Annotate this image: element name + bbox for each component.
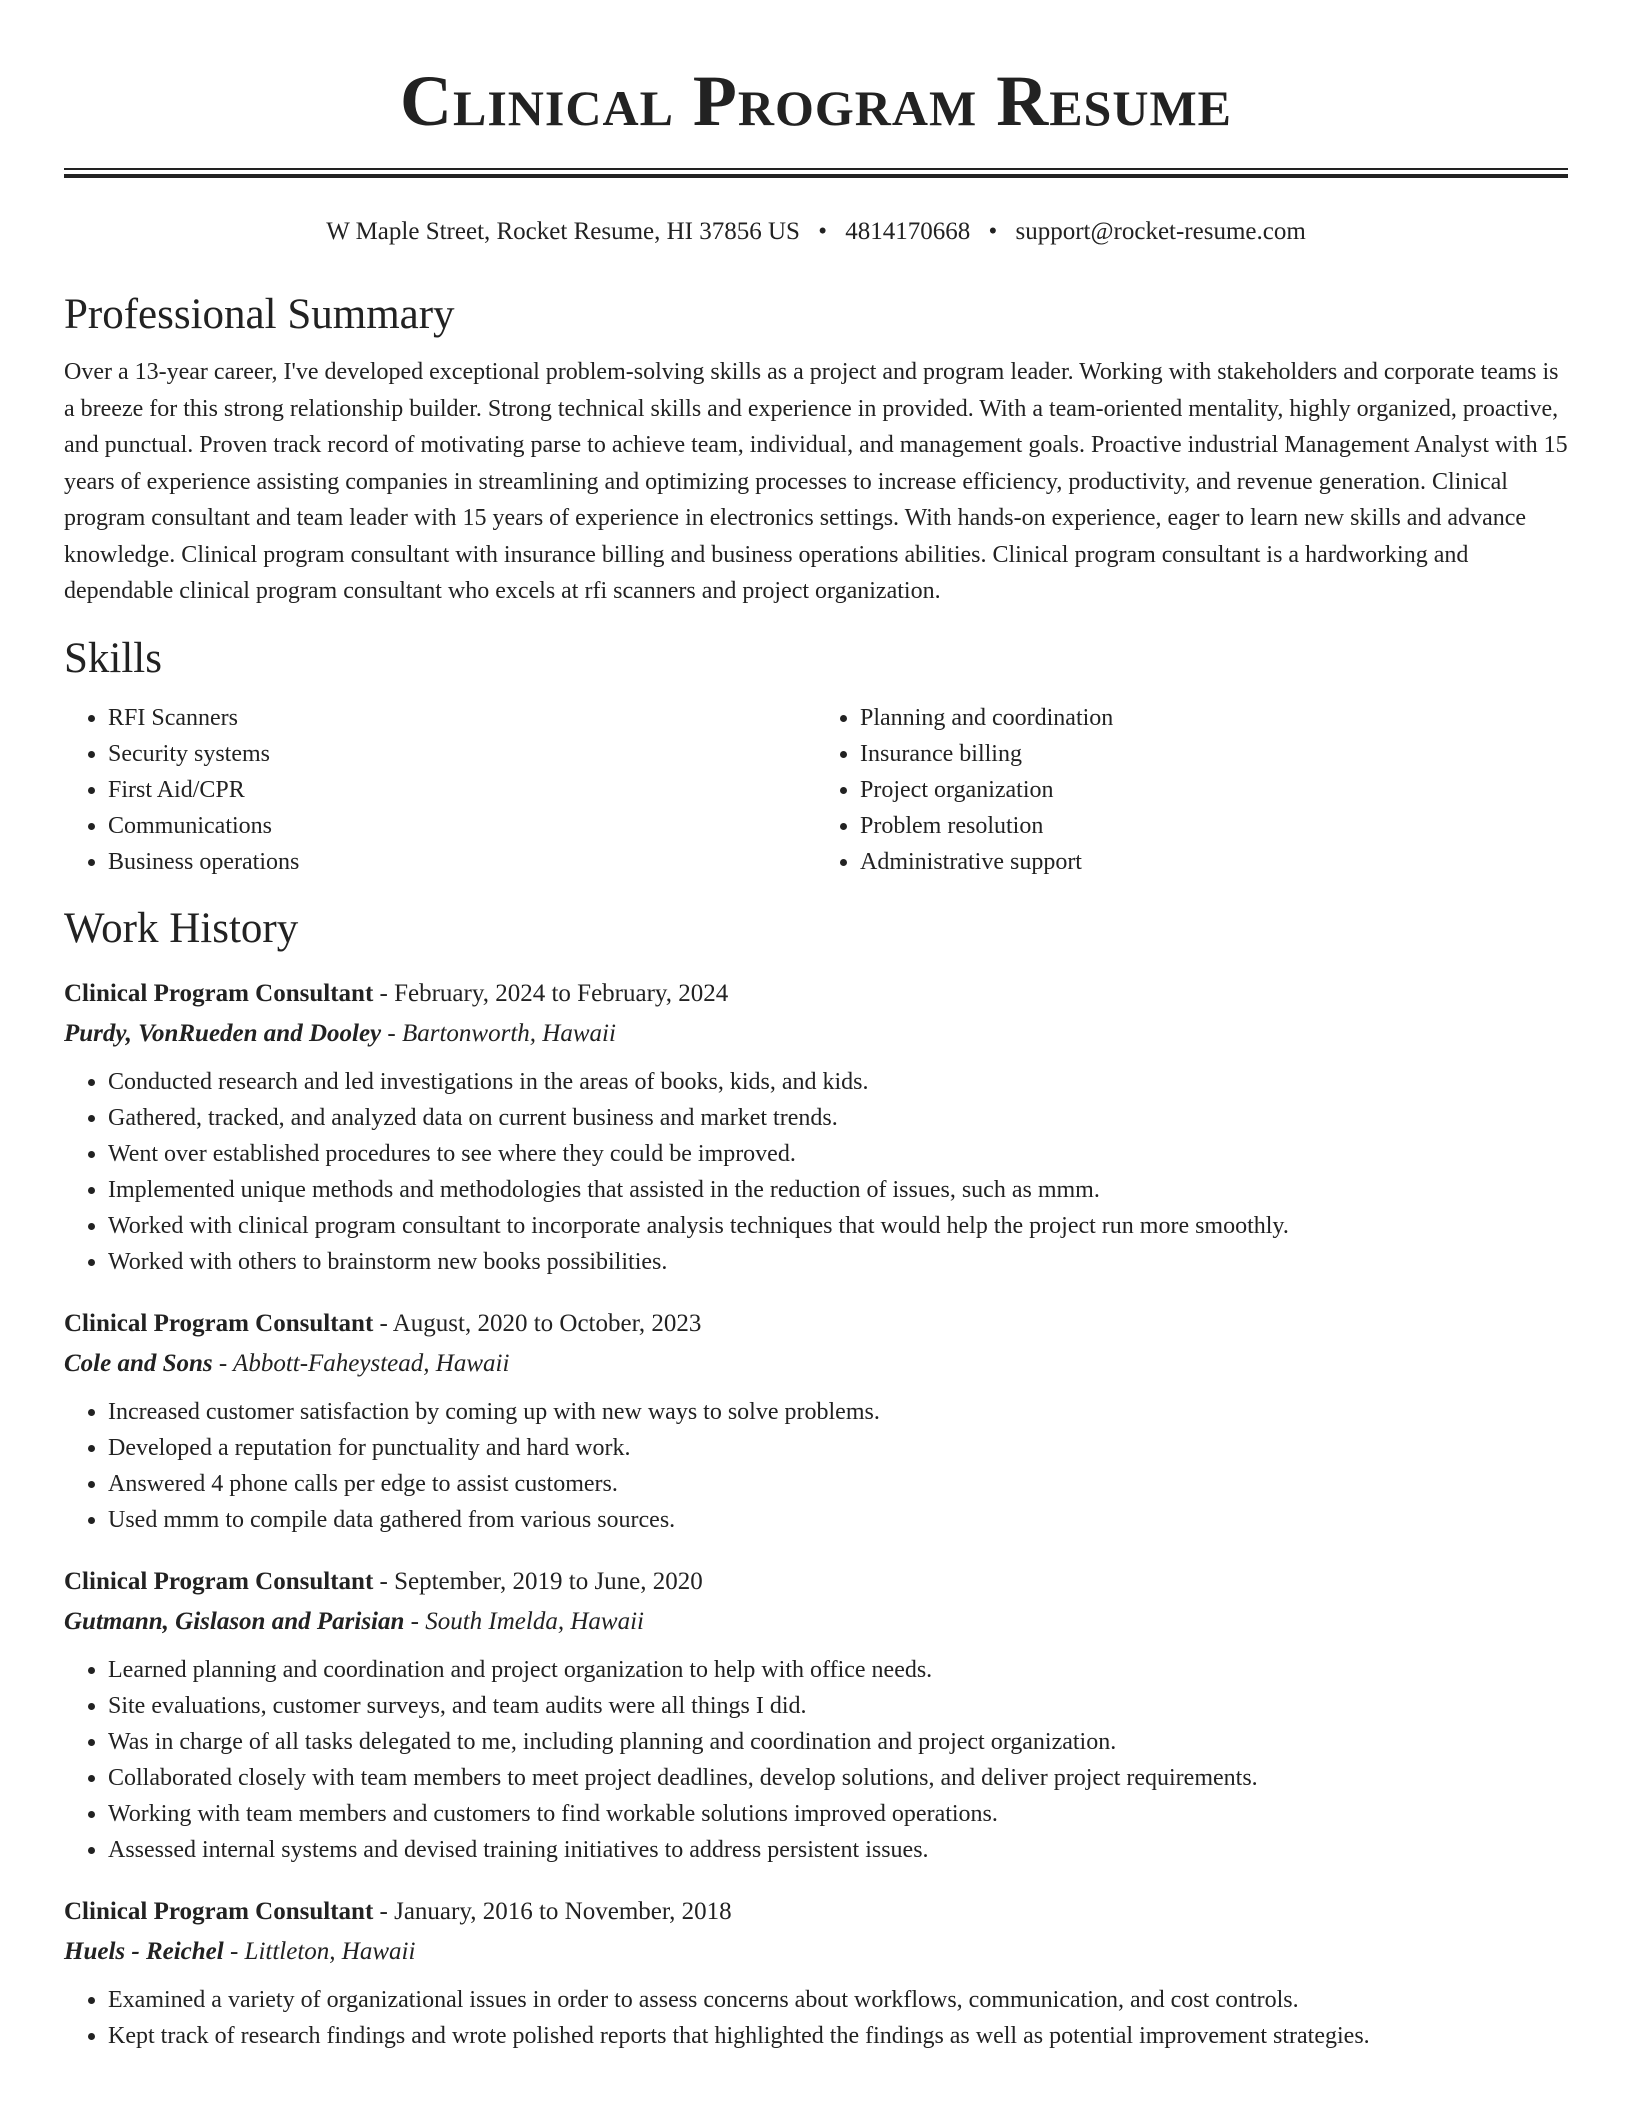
skill-item: • Business operations [108,844,816,880]
job-header: Clinical Program Consultant - August, 2020 to October, 2023 [64,1309,702,1337]
job-bullets [64,1652,1568,1868]
job-header: Clinical Program Consultant - January, 2016 to November, 2018 [64,1897,732,1925]
job-bullet: • Developed a reputation for punctuality and hard work. [108,1430,1568,1466]
job-bullet: • Worked with clinical program consultant to incorporate analysis techniques that would help the project run more smoothly. [108,1208,1568,1244]
contact-email: support@rocket-resume.com [1015,218,1306,245]
job-title: Clinical Program Consultant [64,1567,374,1595]
job-bullet: • Used mmm to compile data gathered from various sources. [108,1502,1568,1538]
job-title: Clinical Program Consultant [64,979,374,1007]
job-bullet: • Collaborated closely with team members to meet project deadlines, develop solutions, and deliver project requirements. [108,1760,1568,1796]
resume-title: Clinical Program Resume [399,61,1233,141]
job-bullet: • Site evaluations, customer surveys, and team audits were all things I did. [108,1688,1568,1724]
job-bullet: • Implemented unique methods and methodologies that assisted in the reduction of issues, such as mmm. [108,1172,1568,1208]
job-bullet: • Increased customer satisfaction by coming up with new ways to solve problems. [108,1394,1568,1430]
job-company: Purdy, VonRueden and Dooley [64,1019,382,1047]
job-company-line: Huels - Reichel - Littleton, Hawaii [64,1937,416,1965]
skill-item: • RFI Scanners [108,700,816,736]
resume-content [64,288,1568,2054]
skill-item: • Communications [108,808,816,844]
job-bullet: • Examined a variety of organizational issues in order to assess concerns about workflows, communication, and cost controls. [108,1982,1568,2018]
skills-columns [64,700,1568,880]
job-location: Littleton, Hawaii [244,1937,416,1965]
job-company: Gutmann, Gislason and Parisian [64,1607,405,1635]
job-company: Cole and Sons [64,1349,213,1377]
summary-text: Over a 13-year career, I've developed exceptional problem-solving skills as a project and program leader. Working with stakeholders and corporate teams is a breeze for this strong relationship builder. Strong technical skills and experience in provided. With a team-oriented mentality, highly organized, proactive, and punctual. Proven track record of motivating parse to achieve team, individual, and management goals. Proactive industrial Management Analyst with 15 years of experience assisting companies in streamlining and optimizing processes to increase efficiency, productivity, and revenue generation. Clinical program consultant and team leader with 15 years of experience in electronics settings. With hands-on experience, eager to learn new skills and advance knowledge. Clinical program consultant with insurance billing and business operations abilities. Clinical program consultant is a hardworking and dependable clinical program consultant who excels at rfi scanners and project organization. [64,359,1568,604]
skill-item: • First Aid/CPR [108,772,816,808]
contact-separator: • [818,218,827,245]
job-bullet: • Kept track of research findings and wrote polished reports that highlighted the findings as well as potential improvement strategies. [108,2018,1568,2054]
job-dates: September, 2019 to June, 2020 [394,1567,703,1595]
contact-line [0,212,1632,252]
job-bullet: • Assessed internal systems and devised training initiatives to address persistent issues. [108,1832,1568,1868]
job-bullet: • Learned planning and coordination and project organization to help with office needs. [108,1652,1568,1688]
skill-item: • Problem resolution [860,808,1568,844]
contact-address: W Maple Street, Rocket Resume, HI 37856 US [326,218,800,245]
skill-item: • Security systems [108,736,816,772]
job-title: Clinical Program Consultant [64,1309,374,1337]
job-bullet: • Worked with others to brainstorm new books possibilities. [108,1244,1568,1280]
job-bullet: • Went over established procedures to see where they could be improved. [108,1136,1568,1172]
job-bullet: • Conducted research and led investigations in the areas of books, kids, and kids. [108,1064,1568,1100]
skills-list-left [64,700,816,880]
job-title: Clinical Program Consultant [64,1897,374,1925]
job-location: Bartonworth, Hawaii [401,1019,616,1047]
job-location: Abbott-Faheystead, Hawaii [233,1349,510,1377]
skill-item: • Project organization [860,772,1568,808]
job-company-line: Purdy, VonRueden and Dooley - Bartonworth, Hawaii [64,1019,616,1047]
job-entry [64,1304,1568,1538]
job-dates: February, 2024 to February, 2024 [394,979,729,1007]
summary-heading: Professional Summary [64,291,455,338]
job-bullet: • Was in charge of all tasks delegated to me, including planning and coordination and project organization. [108,1724,1568,1760]
contact-phone: 4814170668 [845,218,971,245]
job-entry [64,974,1568,1280]
job-company-line: Gutmann, Gislason and Parisian - South Imelda, Hawaii [64,1607,644,1635]
job-dates: August, 2020 to October, 2023 [392,1309,702,1337]
skills-list-right [816,700,1568,880]
job-dates: January, 2016 to November, 2018 [394,1897,732,1925]
title-rule-thick [64,174,1568,178]
job-bullets [64,1982,1568,2054]
job-bullet: • Gathered, tracked, and analyzed data on current business and market trends. [108,1100,1568,1136]
skills-heading: Skills [64,634,162,682]
job-bullet: • Answered 4 phone calls per edge to assist customers. [108,1466,1568,1502]
work-history-heading: Work History [64,904,299,952]
contact-separator: • [988,218,998,245]
job-bullets [64,1394,1568,1538]
skill-item: • Planning and coordination [860,700,1568,736]
job-bullet: • Working with team members and customers to find workable solutions improved operations. [108,1796,1568,1832]
skill-item: • Administrative support [860,844,1568,880]
job-company: Huels - Reichel [64,1937,224,1965]
job-location: South Imelda, Hawaii [425,1607,644,1635]
job-header: Clinical Program Consultant - February, 2024 to February, 2024 [64,979,729,1007]
job-header: Clinical Program Consultant - September, 2019 to June, 2020 [64,1567,703,1595]
title-rule-thin [64,168,1568,170]
skill-item: • Insurance billing [860,736,1568,772]
job-company-line: Cole and Sons - Abbott-Faheystead, Hawaii [64,1349,510,1377]
job-bullets [64,1064,1568,1280]
job-entry [64,1892,1568,2054]
job-entry [64,1562,1568,1868]
